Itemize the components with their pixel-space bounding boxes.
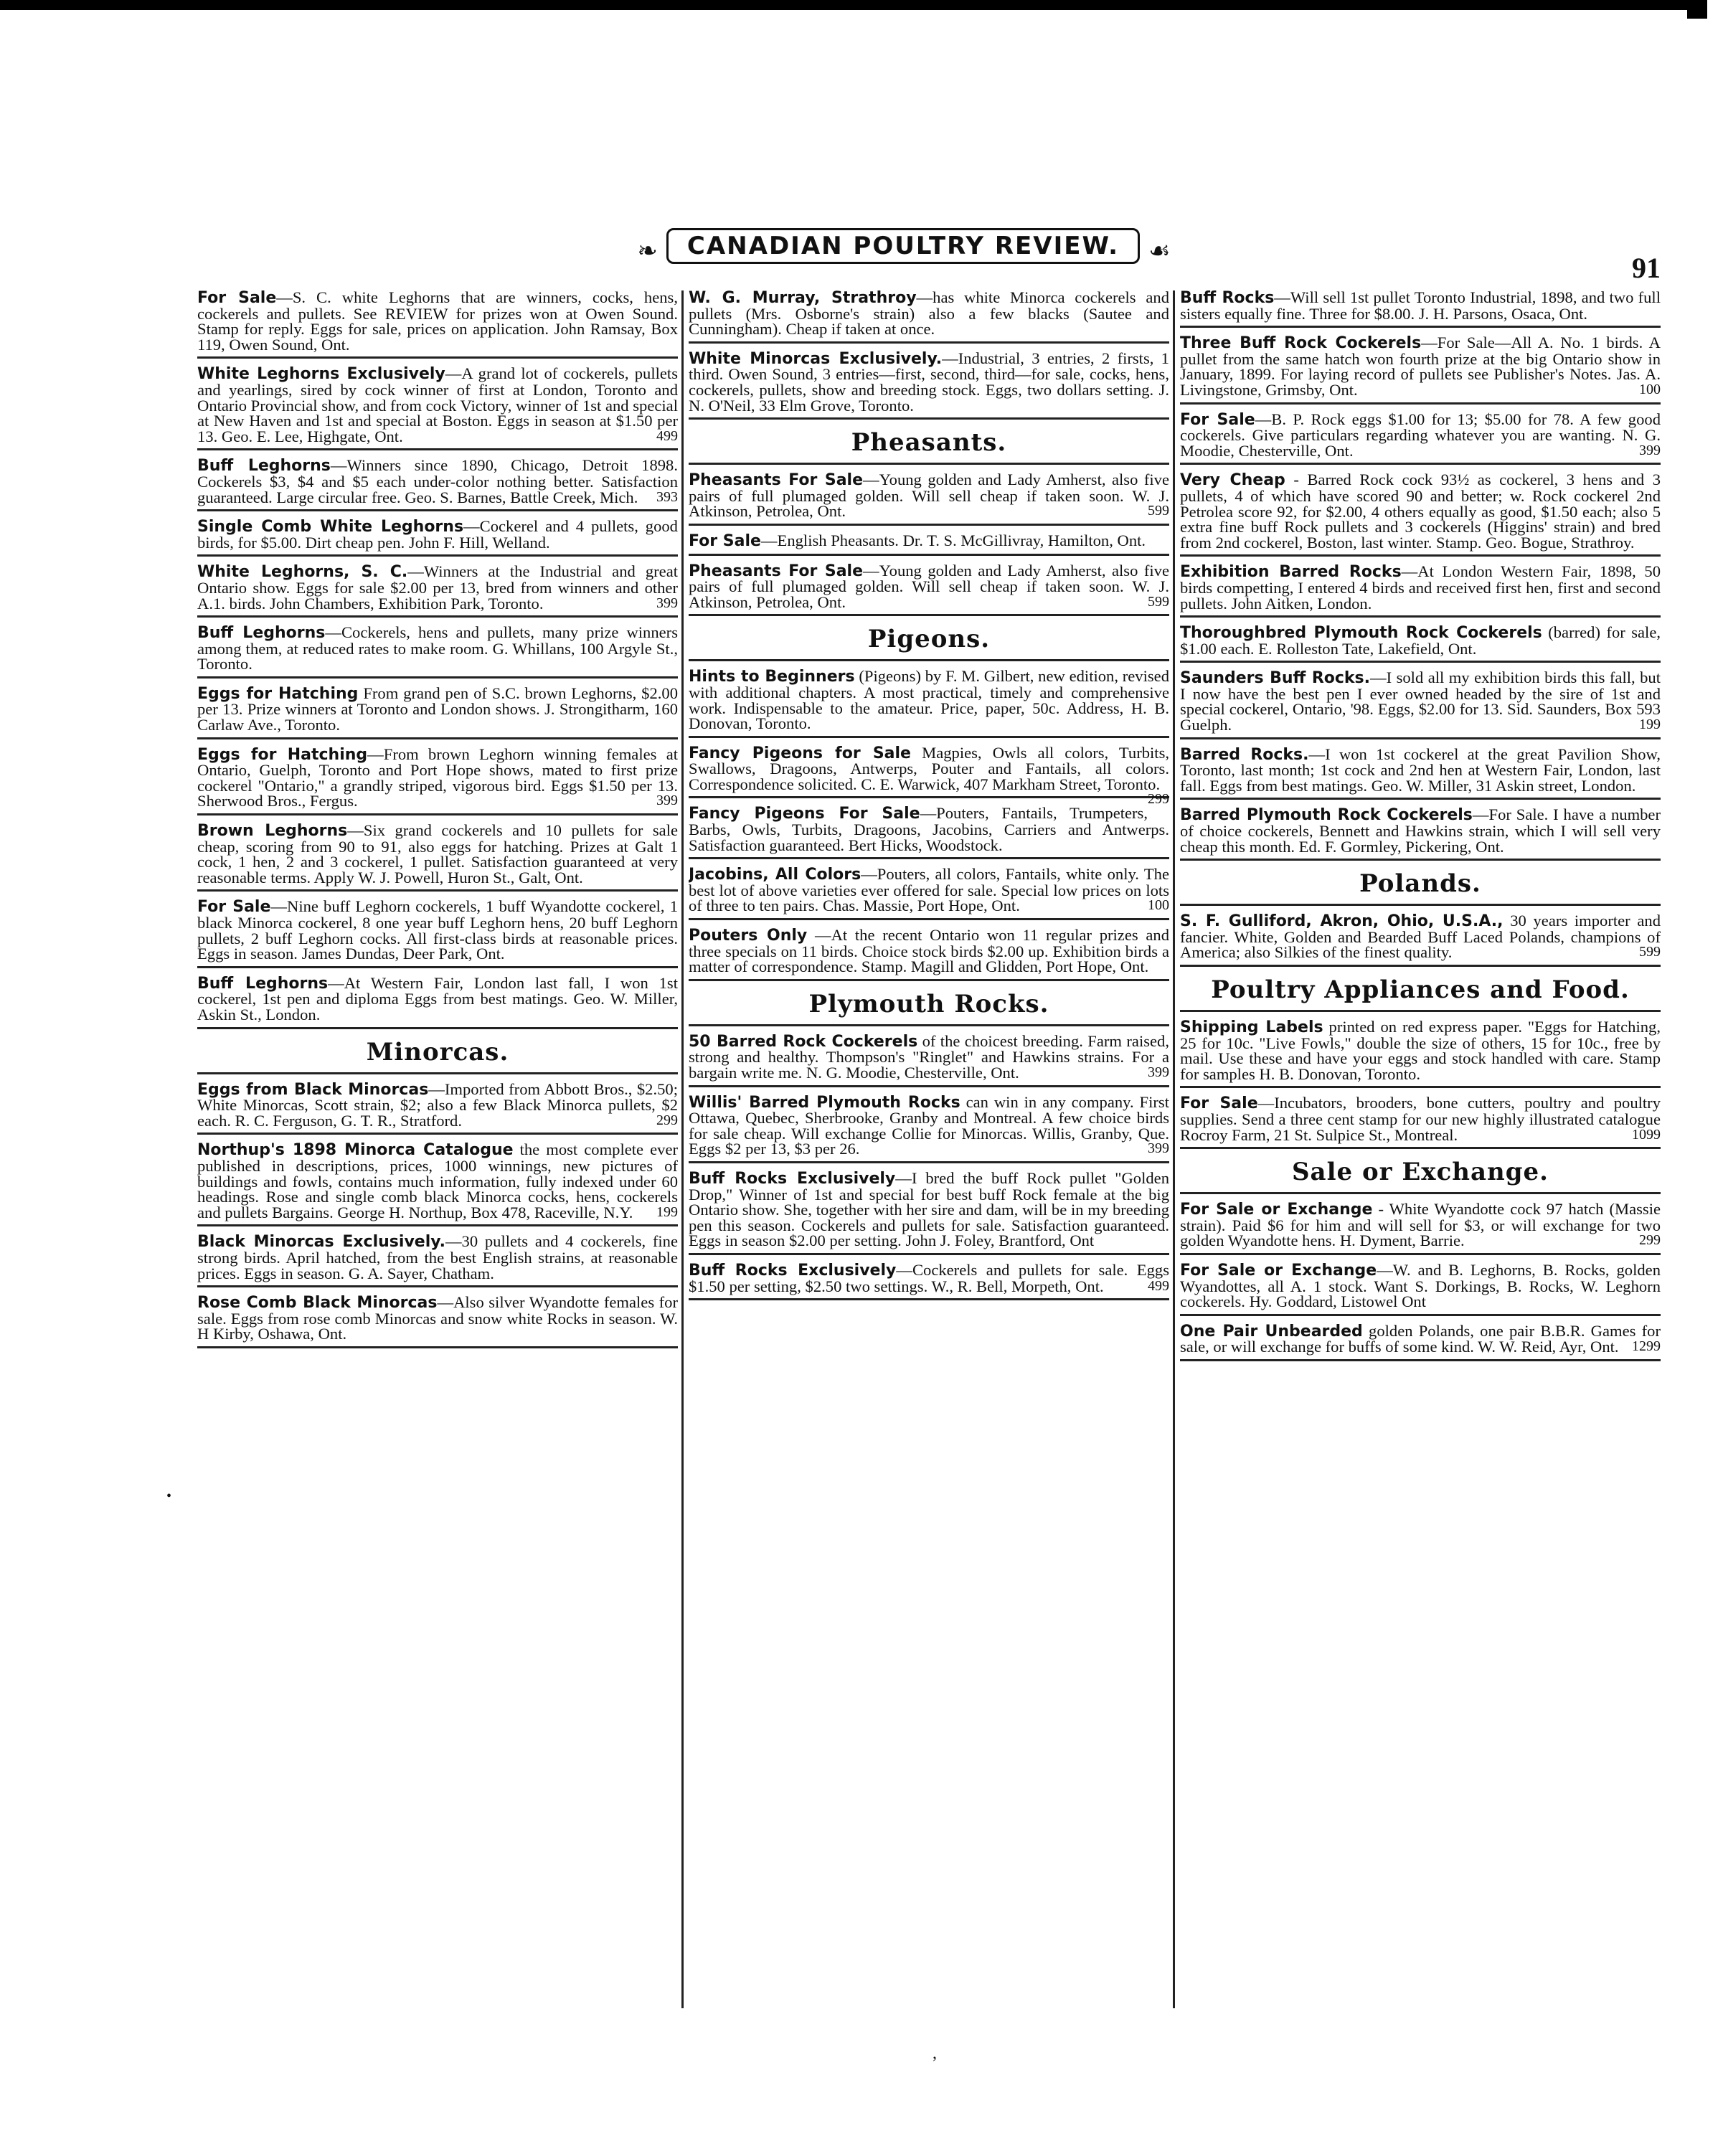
ad-text: —I sold all my exhibition birds this fall, but I now have the best pen I ever owned headed by the sire of 1st and special cockerel, Ontario, '98. Eggs, $2.00 for 13. Sid. Saunders, Box 593 Guelph. (1180, 668, 1661, 734)
ad-text: —B. P. Rock eggs $1.00 for 13; $5.00 for 78. A few good cockerels. Give particulars regarding whatever you are wanting. N. G. Moodie, Chesterville, Ont. (1180, 410, 1661, 460)
ad-key-number: 599 (1148, 503, 1169, 519)
ad-text: —W. and B. Leghorns, B. Rocks, golden Wyandottes, all A. 1 stock. Want S. Dorkings, B. Rocks, W. Leghorn cockerels. Hy. Goddard, Listowel Ont (1180, 1260, 1661, 1311)
ad-text: —A grand lot of cockerels, pullets and yearlings, sired by cock winner of first at London, Toronto and Ontario Provincial show, and from cock Victory, winner of 1st and special at New Haven and 1st and special at Boston. Eggs in season at $1.50 per 13. Geo. E. Lee, Highgate, Ont. (197, 364, 678, 445)
ad-heading: Three Buff Rock Cockerels (1180, 334, 1422, 353)
column-left (197, 287, 678, 2008)
classified-ad (689, 469, 1169, 526)
ad-text: golden Polands, one pair B.B.R. Games for sale, or will exchange for buffs of some kind. W. W. Reid, Ayr, Ont. (1180, 1321, 1661, 1356)
classified-ad (197, 1079, 678, 1135)
classified-ad (197, 516, 678, 557)
ad-key-number: 199 (656, 1204, 678, 1220)
ad-key-number: 299 (656, 1112, 678, 1128)
classified-ad (1180, 1259, 1661, 1316)
classified-ad (197, 287, 678, 359)
ad-heading: Very Cheap (1180, 471, 1285, 490)
classified-ad (1180, 332, 1661, 404)
classified-ad (197, 973, 678, 1029)
ad-heading: White Leghorns Exclusively (197, 365, 445, 384)
ad-text: can win in any company. First Ottawa, Quebec, Sherbrooke, Granby and Montreal. A few choice birds for sale cheap. Will exchange Collie for Minorcas. Willis, Granby, Que. Eggs $2 per 13, $3 per 26. (689, 1092, 1169, 1158)
ad-heading: Jacobins, All Colors (689, 866, 862, 884)
classified-ad (689, 348, 1169, 420)
ad-text: —Imported from Abbott Bros., $2.50; White Minorcas, Scott strain, $2; also a few Black Minorca pullets, $2 each. R. C. Ferguson, G. T. R., Stratford. (197, 1079, 678, 1130)
section-heading: Poultry Appliances and Food. (1180, 971, 1661, 1012)
ad-text: —Incubators, brooders, bone cutters, poultry and poultry supplies. Send a three cent stamp for our new highly illustrated catalogue Rocroy Farm, 21 St. Sulpice St., Montreal. (1180, 1094, 1661, 1144)
classified-ad (197, 1231, 678, 1287)
ad-heading: Buff Leghorns (197, 457, 331, 476)
ornament-left-icon: ❧ (637, 238, 658, 265)
classified-ad (197, 622, 678, 679)
ad-key-number: 1099 (1632, 1126, 1661, 1143)
ad-heading: Eggs for Hatching (197, 745, 368, 764)
ad-text: —For Sale. I have a number of choice cockerels, Bennett and Hawkins strain, which I will sell very cheap this month. Ed. F. Gormley, Pickering, Ont. (1180, 805, 1661, 856)
ad-text: —Will sell 1st pullet Toronto Industrial, 1898, and two full sisters equally fine. Three for $8.00. J. H. Parsons, Osaca, Ont. (1180, 288, 1661, 323)
section-heading: Plymouth Rocks. (689, 985, 1169, 1026)
ad-text: —For Sale—All A. No. 1 birds. A pullet from the same hatch won fourth prize at the big Ontario show in January, 1899. For laying record of pullets see Publisher's Notes. Jas. A. Livingstone, Grimsby, Ont. (1180, 334, 1661, 399)
classified-ad (1180, 1320, 1661, 1361)
ad-heading: Pheasants For Sale (689, 471, 864, 490)
ad-heading: Rose Comb Black Minorcas (197, 1294, 438, 1313)
ad-heading: For Sale or Exchange (1180, 1201, 1373, 1219)
ad-key-number: 399 (1148, 1140, 1169, 1157)
ad-key-number: 100 (1639, 381, 1661, 397)
classified-ad (689, 864, 1169, 920)
classified-ad (689, 1092, 1169, 1163)
ad-key-number: 393 (656, 488, 678, 505)
classified-ad (1180, 744, 1661, 800)
ad-heading: Eggs for Hatching (197, 684, 359, 703)
ad-heading: Barred Rocks. (1180, 745, 1309, 764)
ad-heading: Brown Leghorns (197, 822, 348, 841)
ad-heading: S. F. Gulliford, Akron, Ohio, U.S.A., (1180, 912, 1504, 931)
stray-mark: , (933, 2044, 937, 2063)
classified-ad (197, 1139, 678, 1226)
ad-key-number: 599 (1639, 944, 1661, 960)
ad-heading: Buff Leghorns (197, 974, 329, 993)
ad-text: —I won 1st cockerel at the great Pavilion Show, Toronto, last month; 1st cock and 2nd hen at Western Fair, London, last fall. Eggs from best matings. Geo. W. Miller, 31 Askin street, London. (1180, 744, 1661, 795)
section-heading: Pigeons. (689, 620, 1169, 661)
classified-ad (689, 925, 1169, 981)
classified-ad (689, 287, 1169, 344)
ad-text: —Pouters, all colors, Fantails, white only. The best lot of above varieties ever offered for sale. Special low prices on lots of three to ten pairs. Chas. Massie, Port Hope, Ont. (689, 865, 1169, 915)
classified-ad (1180, 1016, 1661, 1088)
ad-heading: W. G. Murray, Strathroy (689, 289, 917, 307)
ad-text: —S. C. white Leghorns that are winners, cocks, hens, cockerels and pullets. See REVIEW for prizes won at Owen Sound. Stamp for reply. Eggs for sale, prices on application. John Ramsay, Box 119, Owen Sound, Ont. (197, 288, 678, 354)
ad-text: —Young golden and Lady Amherst, also five pairs of full plumaged golden. Will sell cheap if taken soon. W. J. Atkinson, Petrolea, Ont. (689, 471, 1169, 521)
masthead (631, 228, 1176, 271)
classified-ad (197, 1292, 678, 1348)
classified-ad (689, 530, 1169, 556)
classified-ad (1180, 804, 1661, 861)
ad-heading: For Sale (1180, 1094, 1258, 1113)
ad-text: - White Wyandotte cock 97 hatch (Massie strain). Paid $6 for him and will sell for $3, or will exchange for two golden Wyandotte hens. H. Dyment, Barrie. (1180, 1200, 1661, 1250)
ad-text: —Young golden and Lady Amherst, also five pairs of full plumaged golden. Will sell cheap if taken soon. W. J. Atkinson, Petrolea, Ont. (689, 561, 1169, 611)
ad-text: —Cockerel and 4 pullets, good birds, for $5.00. Dirt cheap pen. John F. Hill, Welland. (197, 517, 678, 552)
column-divider (681, 290, 684, 2008)
ad-text: printed on red express paper. "Eggs for Hatching, 25 for 10c. "Live Fowls," double the size of others, 15 for 10c., free by mail. Use these and have your eggs and stock handled with care. Stamp for samples H. B. Donovan, Toronto. (1180, 1018, 1661, 1083)
classified-ad (689, 1031, 1169, 1087)
ad-text: —Winners since 1890, Chicago, Detroit 1898. Cockerels $3, $4 and $5 each under-color nothing better. Satisfaction guaranteed. Large circular free. Geo. S. Barnes, Battle Creek, Mich. (197, 456, 678, 506)
ad-text: —At London Western Fair, 1898, 50 birds competting, I entered 4 birds and received first hen, first and second pullets. John Aitken, London. (1180, 562, 1661, 613)
ad-heading: Buff Rocks Exclusively (689, 1169, 896, 1188)
ad-key-number: 599 (1148, 593, 1169, 610)
page-title: CANADIAN POULTRY REVIEW. (666, 228, 1140, 264)
ad-heading: Black Minorcas Exclusively. (197, 1233, 445, 1252)
ad-text: —Nine buff Leghorn cockerels, 1 buff Wyandotte cockerel, 1 black Minorca cockerel, 8 one year buff Leghorn hens, 20 buff Leghorn pullets, 2 buff Leghorn cocks. All first-class birds at reasonable prices. Eggs in season. James Dundas, Deer Park, Ont. (197, 897, 678, 963)
ad-heading: Willis' Barred Plymouth Rocks (689, 1093, 960, 1112)
ad-heading: Single Comb White Leghorns (197, 518, 464, 536)
ad-heading: For Sale or Exchange (1180, 1261, 1377, 1280)
column-right (1180, 287, 1661, 2008)
classified-ad (1180, 409, 1661, 465)
ad-text: —30 pullets and 4 cockerels, fine strong birds. April hatched, from the best English strains, at reasonable prices. Eggs in season. G. A. Sayer, Chatham. (197, 1232, 678, 1282)
classified-ad (689, 560, 1169, 617)
classified-ad (1180, 910, 1661, 967)
ad-text: - Barred Rock cock 93½ as cockerel, 3 hens and 3 pullets, 4 of which have scored 90 and better; w. Rock cockerel 2nd Petrolea score 92, for $2.00, 4 others equally as good, $1.50 each; also 5 extra fine buff Rock pullets and 3 cockerels (Higgins' strain) and bred from 2nd cockerel, Boston, last winter. Stamp. Geo. Bogue, Strathroy. (1180, 471, 1661, 552)
ad-heading: Fancy Pigeons For Sale (689, 805, 920, 823)
classified-ad (689, 666, 1169, 737)
column-divider (1173, 290, 1175, 2008)
classified-ad (197, 820, 678, 892)
ad-key-number: 1299 (1632, 1338, 1661, 1355)
ad-text: —Industrial, 3 entries, 2 firsts, 1 third. Owen Sound, 3 entries—first, second, third—for sale, cocks, hens, cockerels, pullets, show and breeding stock. Eggs, two dollars setting. J. N. O'Neil, 33 Elm Grove, Toronto. (689, 349, 1169, 415)
ad-heading: Buff Leghorns (197, 624, 326, 643)
ad-key-number: 399 (1148, 1064, 1169, 1080)
ad-heading: One Pair Unbearded (1180, 1322, 1363, 1341)
ad-key-number: 199 (1639, 717, 1661, 733)
classified-ad (197, 561, 678, 618)
ad-text: —Winners at the Industrial and great Ontario show. Eggs for sale $2.00 per 13, bred from winners and other A.1. birds. John Chambers, Exhibition Park, Toronto. (197, 562, 678, 613)
classified-ad (1180, 561, 1661, 618)
classified-ad (197, 455, 678, 511)
ad-heading: Pouters Only (689, 927, 808, 945)
ad-text: Magpies, Owls all colors, Turbits, Swallows, Dragoons, Antwerps, Pouter and Fantails, all colors. Correspondence solicited. C. E. Warwick, 407 Markham Street, Toronto. (689, 743, 1169, 793)
ad-text: —Also silver Wyandotte females for sale. Eggs from rose comb Minorcas and snow white Rocks in season. W. H Kirby, Oshawa, Ont. (197, 1293, 678, 1343)
ad-heading: Pheasants For Sale (689, 562, 864, 580)
ad-heading: For Sale (197, 898, 271, 917)
classified-ad (197, 683, 678, 739)
ad-text: —At Western Fair, London last fall, I won 1st cockerel, 1st pen and diploma Eggs from best matings. Geo. W. Miller, Askin St., London. (197, 973, 678, 1023)
ad-heading: Hints to Beginners (689, 668, 855, 686)
ad-heading: Saunders Buff Rocks. (1180, 669, 1370, 688)
ornament-right-icon: ☙ (1148, 238, 1171, 265)
ad-key-number: 399 (656, 595, 678, 611)
classified-ad (689, 1259, 1169, 1300)
classified-ad (1180, 1092, 1661, 1149)
ad-heading: Eggs from Black Minorcas (197, 1080, 429, 1099)
classified-ad (1180, 667, 1661, 739)
ad-text: of the choicest breeding. Farm raised, strong and healthy. Thompson's "Ringlet" and Hawkins strains. For a bargain write me. N. G. Moodie, Chesterville, Ont. (689, 1031, 1169, 1082)
ad-heading: Northup's 1898 Minorca Catalogue (197, 1141, 514, 1160)
section-heading: Sale or Exchange. (1180, 1153, 1661, 1194)
ad-heading: For Sale (689, 531, 761, 550)
ad-text: the most complete ever published in descriptions, prices, 1000 winnings, new pictures of buildings and fowls, contains much information, fully indexed under 60 headings. Rose and single comb black Minorca cocks, hens, cockerels and pullets Bargains. George H. Northup, Box 478, Raceville, N.Y. (197, 1140, 678, 1221)
ad-heading: White Minorcas Exclusively. (689, 349, 943, 368)
section-heading: Minorcas. (197, 1034, 678, 1074)
section-heading: Polands. (1180, 865, 1661, 906)
section-heading: Pheasants. (689, 424, 1169, 465)
ad-heading: For Sale (197, 289, 277, 307)
ad-key-number: 299 (1148, 791, 1169, 808)
ad-key-number: 499 (1148, 1277, 1169, 1294)
ad-key-number: 399 (656, 793, 678, 809)
ad-text: —Cockerels, hens and pullets, many prize winners among them, at reduced rates to make room. G. Whillans, 100 Argyle St., Toronto. (197, 623, 678, 673)
classified-ad (1180, 622, 1661, 663)
ad-text: —English Pheasants. Dr. T. S. McGillivray, Hamilton, Ont. (760, 531, 1146, 549)
classified-ad (197, 896, 678, 968)
ad-text: (barred) for sale, $1.00 each. E. Rolleston Tate, Lakefield, Ont. (1180, 623, 1661, 658)
ad-text: —Pouters, Fantails, Trumpeters, Barbs, Owls, Turbits, Dragoons, Jacobins, Carriers and Antwerps. Satisfaction guaranteed. Bert Hicks, Woodstock. (689, 804, 1169, 854)
page-top-border (0, 0, 1707, 10)
ad-text: —Cockerels and pullets for sale. Eggs $1.50 per setting, $2.50 two settings. W., R. Bell, Morpeth, Ont. (689, 1260, 1169, 1295)
classified-ad (1180, 287, 1661, 328)
ad-text: (Pigeons) by F. M. Gilbert, new edition, revised with additional chapters. A most practical, timely and comprehensive work. Indispensable to the amateur. Price, paper, 50c. Address, H. B. Donovan, Toronto. (689, 667, 1169, 733)
ad-heading: Barred Plymouth Rock Cockerels (1180, 806, 1473, 825)
ad-heading: Buff Rocks (1180, 289, 1275, 307)
ad-text: —At the recent Ontario won 11 regular prizes and three specials on 11 birds. Choice stock birds $2.00 up. Exhibition birds a matter of correspondence. Stamp. Magill and Glidden, Port Hope, Ont. (689, 926, 1169, 976)
ad-text: —has white Minorca cockerels and pullets (Mrs. Osborne's strain) also a few blacks (Sautee and Cunningham). Cheap if taken at once. (689, 288, 1169, 339)
ad-heading: Fancy Pigeons for Sale (689, 744, 911, 762)
page-number: 91 (1632, 252, 1661, 284)
classified-ad (197, 744, 678, 815)
classified-ad (689, 803, 1169, 859)
ad-text: —Six grand cockerels and 10 pullets for sale cheap, scoring from 90 to 91, also eggs for hatching. Prizes at Galt 1 cock, 1 hen, 2 and 3 cockerel, 1 pullet. Satisfaction guaranteed at very reasonable terms. Apply W. J. Powell, Huron St., Galt, Ont. (197, 821, 678, 886)
ad-text: —I bred the buff Rock pullet "Golden Drop," Winner of 1st and special for best buff Rock female at the big Ontario show. She, together with her sire and dam, will be in my breeding pen this season. Cockerels and pullets for sale. Satisfaction guaranteed. Eggs in season $2.00 per setting. John J. Foley, Brantford, Ont (689, 1168, 1169, 1250)
ad-text: —From brown Leghorn winning females at Ontario, Guelph, Toronto and Port Hope shows, mated to first prize cockerel "Ontario," a grandly striped, vigorous bird. Eggs $1.50 per 13. Sherwood Bros., Fergus. (197, 744, 678, 810)
ad-heading: Exhibition Barred Rocks (1180, 563, 1402, 582)
ad-heading: 50 Barred Rock Cockerels (689, 1032, 918, 1051)
classified-ad (1180, 1198, 1661, 1255)
ad-heading: Shipping Labels (1180, 1018, 1323, 1036)
classified-ad (689, 742, 1169, 808)
ad-key-number: 299 (1639, 1232, 1661, 1249)
ad-heading: White Leghorns, S. C. (197, 563, 408, 582)
stray-mark: • (166, 1488, 172, 1504)
classified-ad (1180, 469, 1661, 557)
ad-heading: Thoroughbred Plymouth Rock Cockerels (1180, 624, 1542, 643)
classified-ad (197, 363, 678, 450)
classified-ad (689, 1168, 1169, 1255)
ad-heading: Buff Rocks Exclusively (689, 1261, 897, 1280)
ad-key-number: 499 (656, 427, 678, 444)
ad-text: 30 years importer and fancier. White, Golden and Bearded Buff Laced Polands, champions of America; also Silkies of the finest quality. (1180, 912, 1661, 962)
column-middle (689, 287, 1169, 2008)
ad-key-number: 100 (1148, 897, 1169, 914)
ad-key-number: 399 (1639, 442, 1661, 458)
ad-text: From grand pen of S.C. brown Leghorns, $2.00 per 13. Prize winners at Toronto and London shows. J. Strongitharm, 160 Carlaw Ave., Toronto. (197, 684, 678, 734)
ad-heading: For Sale (1180, 410, 1255, 429)
